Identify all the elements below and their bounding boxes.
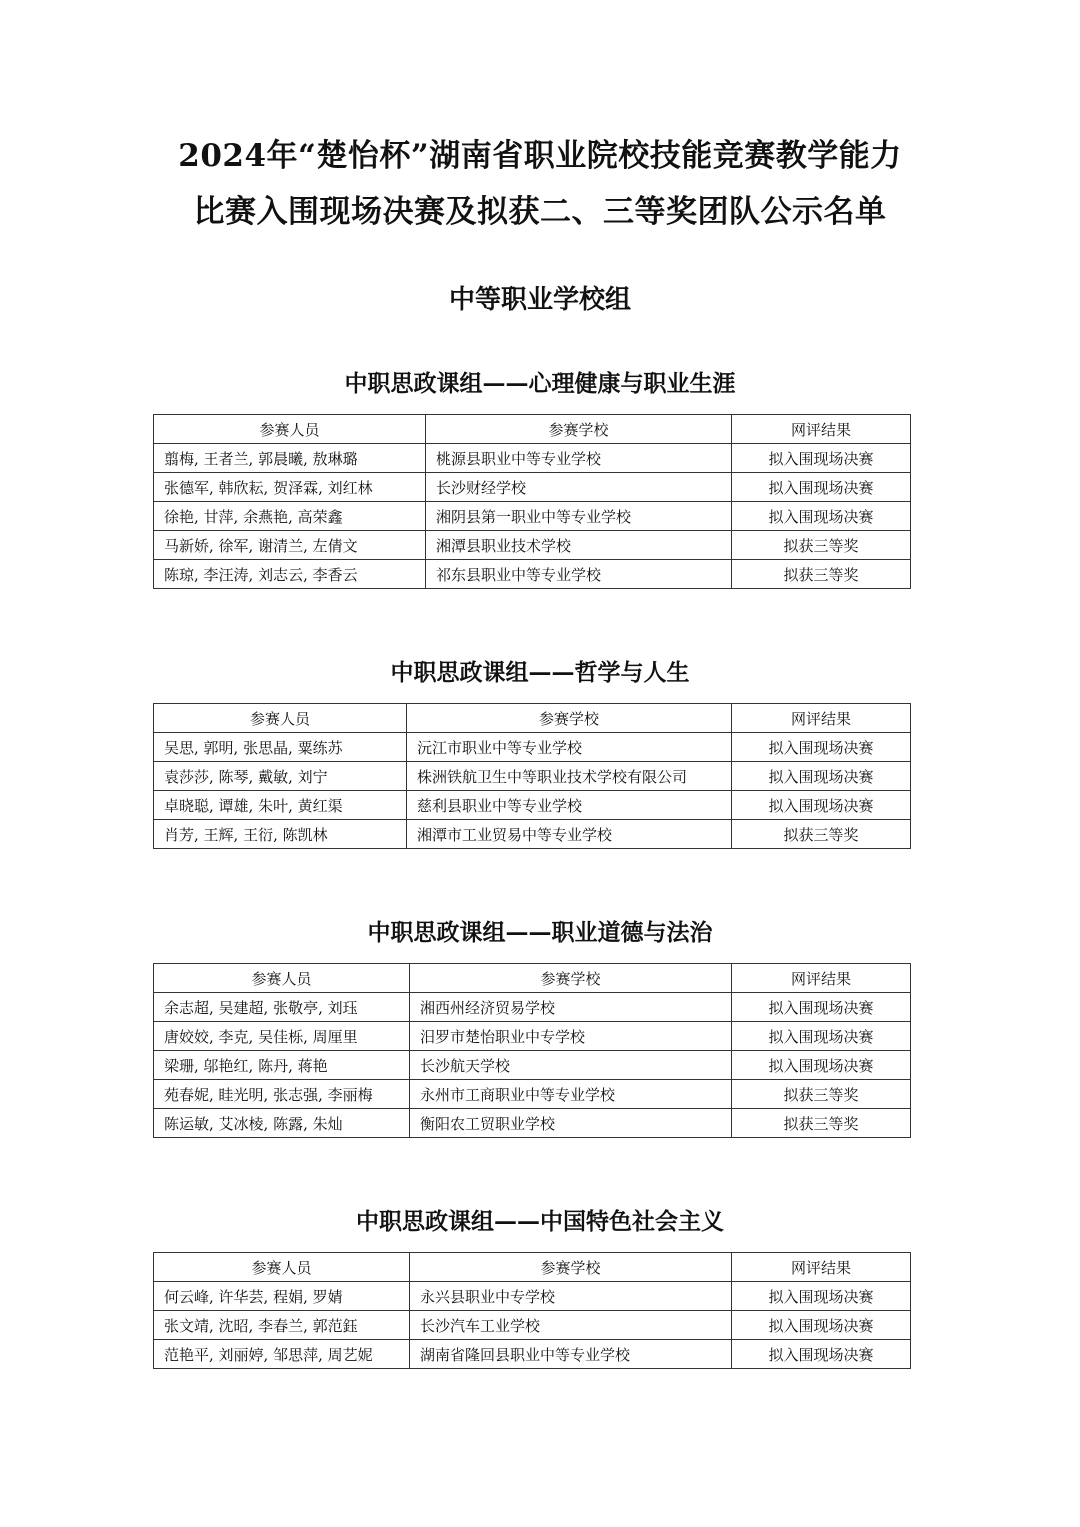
table-row [154, 1340, 911, 1369]
table-header-row [154, 704, 911, 733]
school-cell: 桃源县职业中等专业学校 [426, 444, 732, 473]
participants-cell: 翦梅, 王者兰, 郭晨曦, 敖琳璐 [154, 444, 426, 473]
participants-cell: 马新娇, 徐军, 谢清兰, 左倩文 [154, 531, 426, 560]
school-cell: 汨罗市楚怡职业中专学校 [410, 1022, 732, 1051]
section-heading: 中职思政课组——职业道德与法治 [367, 919, 713, 946]
school-header: 参赛学校 [407, 704, 732, 733]
result-header: 网评结果 [732, 415, 911, 444]
result-cell: 拟入围现场决赛 [732, 444, 911, 473]
participants-cell: 卓晓聪, 谭雄, 朱叶, 黄红渠 [154, 791, 407, 820]
result-cell: 拟入围现场决赛 [732, 473, 911, 502]
table-row [154, 1311, 911, 1340]
table-row [154, 473, 911, 502]
participants-header: 参赛人员 [154, 1253, 410, 1282]
result-cell: 拟获三等奖 [732, 531, 911, 560]
participants-cell: 何云峰, 许华芸, 程娟, 罗婧 [154, 1282, 410, 1311]
school-cell: 永兴县职业中专学校 [410, 1282, 732, 1311]
participants-header: 参赛人员 [154, 415, 426, 444]
result-cell: 拟获三等奖 [732, 560, 911, 589]
results-table [153, 963, 911, 1138]
section-heading: 中职思政课组——中国特色社会主义 [356, 1208, 724, 1235]
table-row [154, 791, 911, 820]
section-heading: 中职思政课组——心理健康与职业生涯 [344, 370, 736, 397]
title-line-2: 比赛入围现场决赛及拟获二、三等奖团队公示名单 [193, 194, 887, 230]
table-row [154, 1022, 911, 1051]
table-row [154, 1080, 911, 1109]
result-cell: 拟入围现场决赛 [732, 1022, 911, 1051]
school-cell: 衡阳农工贸职业学校 [410, 1109, 732, 1138]
result-cell: 拟获三等奖 [732, 820, 911, 849]
result-cell: 拟入围现场决赛 [732, 502, 911, 531]
table-row [154, 1051, 911, 1080]
school-header: 参赛学校 [410, 964, 732, 993]
school-cell: 长沙航天学校 [410, 1051, 732, 1080]
school-cell: 株洲铁航卫生中等职业技术学校有限公司 [407, 762, 732, 791]
school-cell: 祁东县职业中等专业学校 [426, 560, 732, 589]
participants-cell: 袁莎莎, 陈琴, 戴敏, 刘宁 [154, 762, 407, 791]
participants-cell: 徐艳, 甘萍, 余燕艳, 高荣鑫 [154, 502, 426, 531]
title-line-1: 2024年“楚怡杯”湖南省职业院校技能竞赛教学能力 [178, 138, 902, 174]
school-cell: 慈利县职业中等专业学校 [407, 791, 732, 820]
school-header: 参赛学校 [410, 1253, 732, 1282]
result-cell: 拟入围现场决赛 [732, 762, 911, 791]
result-cell: 拟入围现场决赛 [732, 1051, 911, 1080]
result-header: 网评结果 [732, 964, 911, 993]
school-cell: 湘西州经济贸易学校 [410, 993, 732, 1022]
table-row [154, 502, 911, 531]
school-cell: 沅江市职业中等专业学校 [407, 733, 732, 762]
table-row [154, 993, 911, 1022]
table-row [154, 1282, 911, 1311]
result-header: 网评结果 [732, 1253, 911, 1282]
result-cell: 拟获三等奖 [732, 1080, 911, 1109]
table-row [154, 733, 911, 762]
result-cell: 拟入围现场决赛 [732, 733, 911, 762]
result-header: 网评结果 [732, 704, 911, 733]
result-cell: 拟入围现场决赛 [732, 1340, 911, 1369]
document-title [0, 128, 1080, 240]
school-cell: 湘阴县第一职业中等专业学校 [426, 502, 732, 531]
table-row [154, 762, 911, 791]
table-row [154, 531, 911, 560]
participants-cell: 陈运敏, 艾冰棱, 陈露, 朱灿 [154, 1109, 410, 1138]
result-cell: 拟入围现场决赛 [732, 1282, 911, 1311]
participants-cell: 肖芳, 王辉, 王衍, 陈凯林 [154, 820, 407, 849]
results-table [153, 703, 911, 849]
participants-cell: 张文靖, 沈昭, 李春兰, 郭范鈺 [154, 1311, 410, 1340]
participants-cell: 唐姣姣, 李克, 吴佳栎, 周厘里 [154, 1022, 410, 1051]
table-header-row [154, 415, 911, 444]
result-cell: 拟入围现场决赛 [732, 1311, 911, 1340]
result-cell: 拟入围现场决赛 [732, 993, 911, 1022]
participants-cell: 苑春妮, 眭光明, 张志强, 李丽梅 [154, 1080, 410, 1109]
participants-cell: 吴思, 郭明, 张思晶, 粟练苏 [154, 733, 407, 762]
result-cell: 拟入围现场决赛 [732, 791, 911, 820]
table-header-row [154, 964, 911, 993]
participants-cell: 张德军, 韩欣耘, 贺泽霖, 刘红林 [154, 473, 426, 502]
school-header: 参赛学校 [426, 415, 732, 444]
school-cell: 湘潭市工业贸易中等专业学校 [407, 820, 732, 849]
table-row [154, 444, 911, 473]
school-cell: 湖南省隆回县职业中等专业学校 [410, 1340, 732, 1369]
participants-cell: 陈琼, 李汪涛, 刘志云, 李香云 [154, 560, 426, 589]
school-cell: 长沙汽车工业学校 [410, 1311, 732, 1340]
participants-cell: 梁珊, 邬艳红, 陈丹, 蒋艳 [154, 1051, 410, 1080]
participants-cell: 余志超, 吴建超, 张敬亭, 刘珏 [154, 993, 410, 1022]
table-header-row [154, 1253, 911, 1282]
school-cell: 长沙财经学校 [426, 473, 732, 502]
participants-header: 参赛人员 [154, 964, 410, 993]
table-row [154, 820, 911, 849]
participants-header: 参赛人员 [154, 704, 407, 733]
results-table [153, 414, 911, 589]
group-title: 中等职业学校组 [448, 285, 631, 315]
result-cell: 拟获三等奖 [732, 1109, 911, 1138]
school-cell: 湘潭县职业技术学校 [426, 531, 732, 560]
table-row [154, 1109, 911, 1138]
school-cell: 永州市工商职业中等专业学校 [410, 1080, 732, 1109]
participants-cell: 范艳平, 刘丽婷, 邹思萍, 周艺妮 [154, 1340, 410, 1369]
section-heading: 中职思政课组——哲学与人生 [390, 659, 690, 686]
results-table [153, 1252, 911, 1369]
table-row [154, 560, 911, 589]
